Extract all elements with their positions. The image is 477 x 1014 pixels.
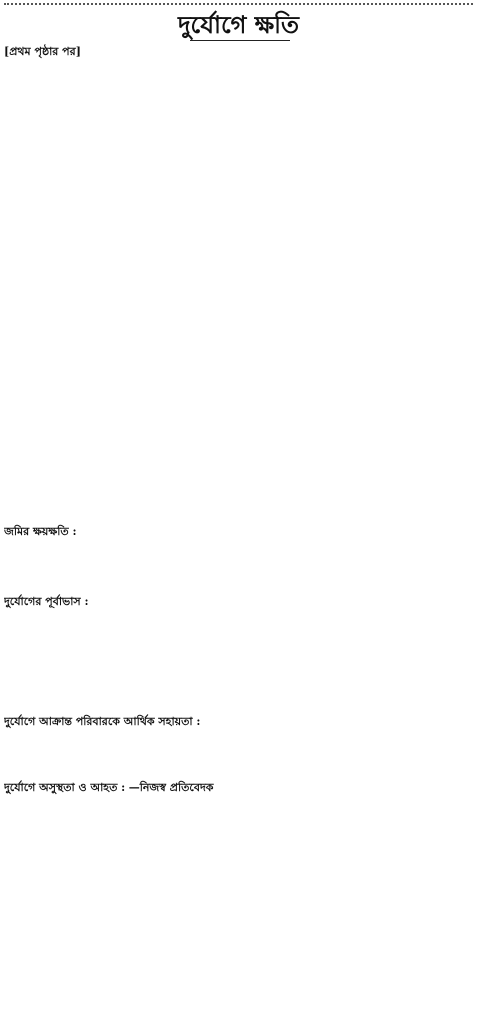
land-loss-heading: জমির ক্ষয়ক্ষতি : [4, 525, 77, 538]
financial-assistance-paragraph [4, 714, 473, 778]
reporter-byline: —নিজস্ব প্রতিবেদক [128, 781, 214, 794]
lead-paragraph [4, 44, 473, 522]
disaster-forecast-heading: দুর্যোগের পূর্বাভাস : [4, 595, 89, 608]
illness-injury-heading: দুর্যোগে অসুস্থতা ও আহত : [4, 781, 126, 794]
article-headline: দুর্যোগে ক্ষতি [177, 10, 300, 39]
previous-column-edge [0, 0, 477, 10]
headline-underline [190, 40, 290, 41]
continued-from-front-page-tag: [প্রথম পৃষ্ঠার পর] [4, 45, 81, 58]
illness-injury-paragraph [4, 780, 473, 1000]
news-article [4, 44, 473, 1008]
land-loss-paragraph [4, 524, 473, 592]
disaster-forecast-paragraph [4, 594, 473, 712]
clipping-cut-line [4, 3, 473, 5]
financial-assistance-heading: দুর্যোগে আক্রান্ত পরিবারকে আর্থিক সহায়তা : [4, 715, 201, 728]
